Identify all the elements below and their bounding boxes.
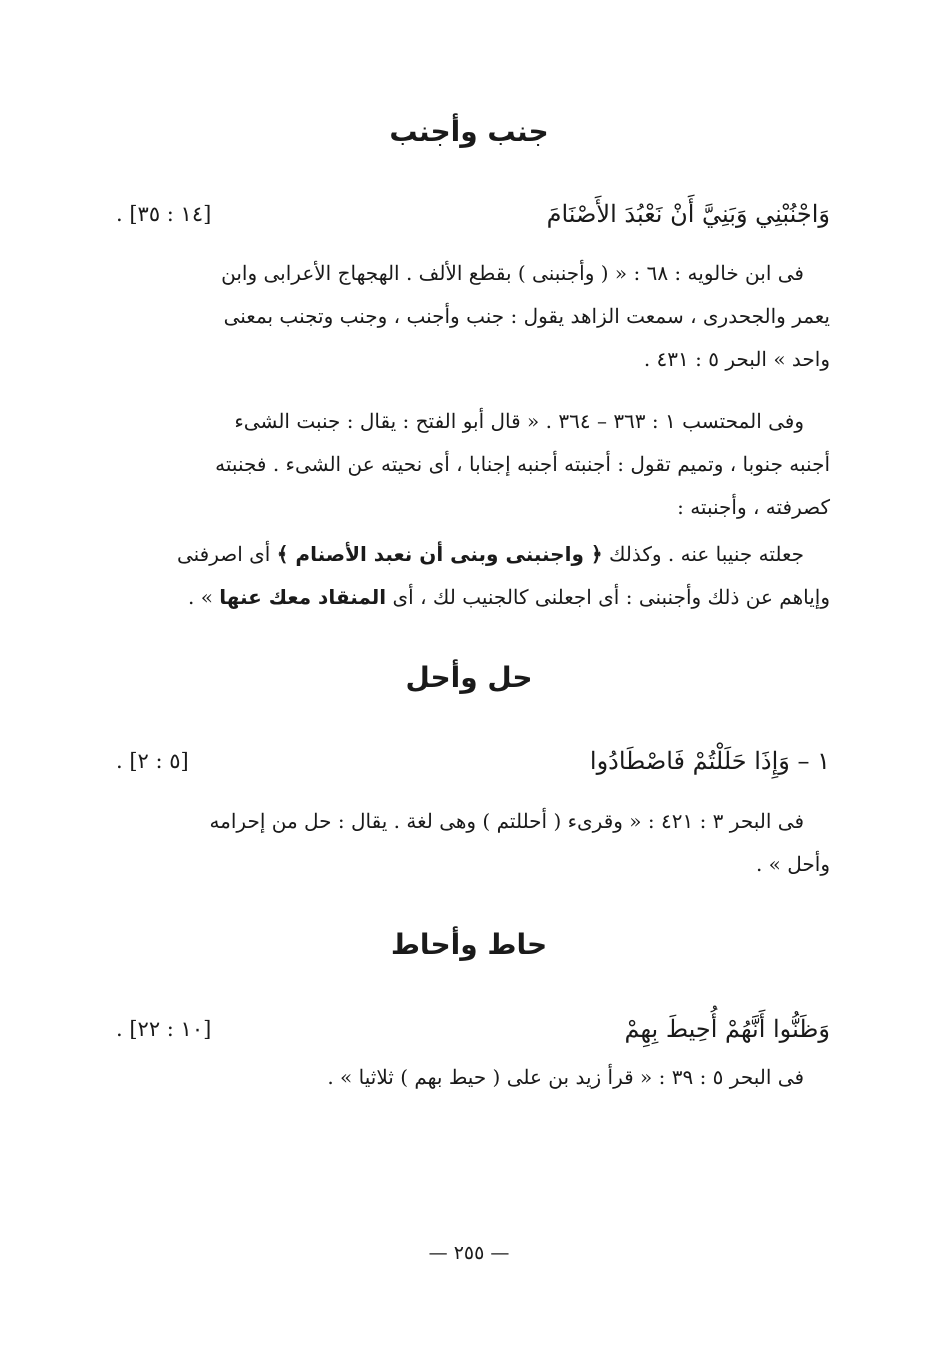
text-line: يعمر والجحدرى ، سمعت الزاهد يقول : جنب وأجنب ، وجنب وتجنب بمعنى (223, 304, 830, 328)
emphasized-text: المنقاد معك عنها (219, 585, 387, 609)
section-title-janaba: جنب وأجنب (389, 115, 549, 148)
text-line: وأحل » . (755, 852, 830, 876)
text-line: واحد » البحر ٥ : ٤٣١ . (643, 347, 830, 371)
verse-line-hata (108, 1008, 830, 1050)
verse-reference: [٥ : ٢] . (116, 749, 189, 773)
paragraph-muhtasab (108, 400, 830, 529)
text-line: فى البحر ٣ : ٤٢١ : « وقرىء ( أحللتم ) وهى لغة . يقال : حل من إحرامه (209, 809, 804, 833)
section-title-halla: حل وأحل (405, 661, 533, 694)
verse-reference: [١٠ : ٢٢] . (116, 1017, 212, 1041)
text-line: كصرفته ، وأجنبته : (677, 495, 830, 519)
paragraph-ibn-khalawayh (108, 252, 830, 381)
verse-text: ١ – وَإِذَا حَلَلْتُمْ فَاصْطَادُوا (589, 747, 830, 775)
paragraph-bahr-hata (108, 1056, 830, 1099)
text-line: وإياهم عن ذلك وأجنبنى : أى اجعلنى كالجنيب لك ، أى المنقاد معك عنها » . (187, 585, 830, 609)
verse-text: وَاجْنُبْنِي وَبَنِيَّ أَنْ نَعْبُدَ الأَصْنَامَ (546, 200, 830, 228)
page-number: — ٢٥٥ — (428, 1242, 510, 1264)
text-line: فى البحر ٥ : ٣٩ : « قرأ زيد بن على ( حيط بهم ) ثلاثيا » . (327, 1065, 804, 1089)
section-title-hata: حاط وأحاط (390, 928, 548, 961)
verse-text: وَظَنُّوا أَنَّهُمْ أُحِيطَ بِهِمْ (624, 1015, 830, 1043)
paragraph-explanation (108, 533, 830, 619)
quoted-verse: ﴿ واجنبنى وبنى أن نعبد الأصنام ﴾ (276, 542, 603, 566)
text-line: فى ابن خالويه : ٦٨ : « ( وأجنبنى ) بقطع الألف . الهجهاج الأعرابى وابن (221, 261, 804, 285)
verse-reference: [١٤ : ٣٥] . (116, 202, 212, 226)
document-page (108, 0, 830, 1357)
text-line: أجنبه جنوبا ، وتميم تقول : أجنبته أجنبه إجنابا ، أى نحيته عن الشىء . فجنبته (215, 452, 830, 476)
text-line: وفى المحتسب ١ : ٣٦٣ – ٣٦٤ . « قال أبو الفتح : يقال : جنبت الشىء (234, 409, 804, 433)
verse-line-halla (108, 740, 830, 782)
verse-line-janaba (108, 193, 830, 235)
paragraph-bahr-halla (108, 800, 830, 886)
text-line: جعلته جنيبا عنه . وكذلك ﴿ واجنبنى وبنى أن نعبد الأصنام ﴾ أى اصرفنى (176, 542, 804, 566)
